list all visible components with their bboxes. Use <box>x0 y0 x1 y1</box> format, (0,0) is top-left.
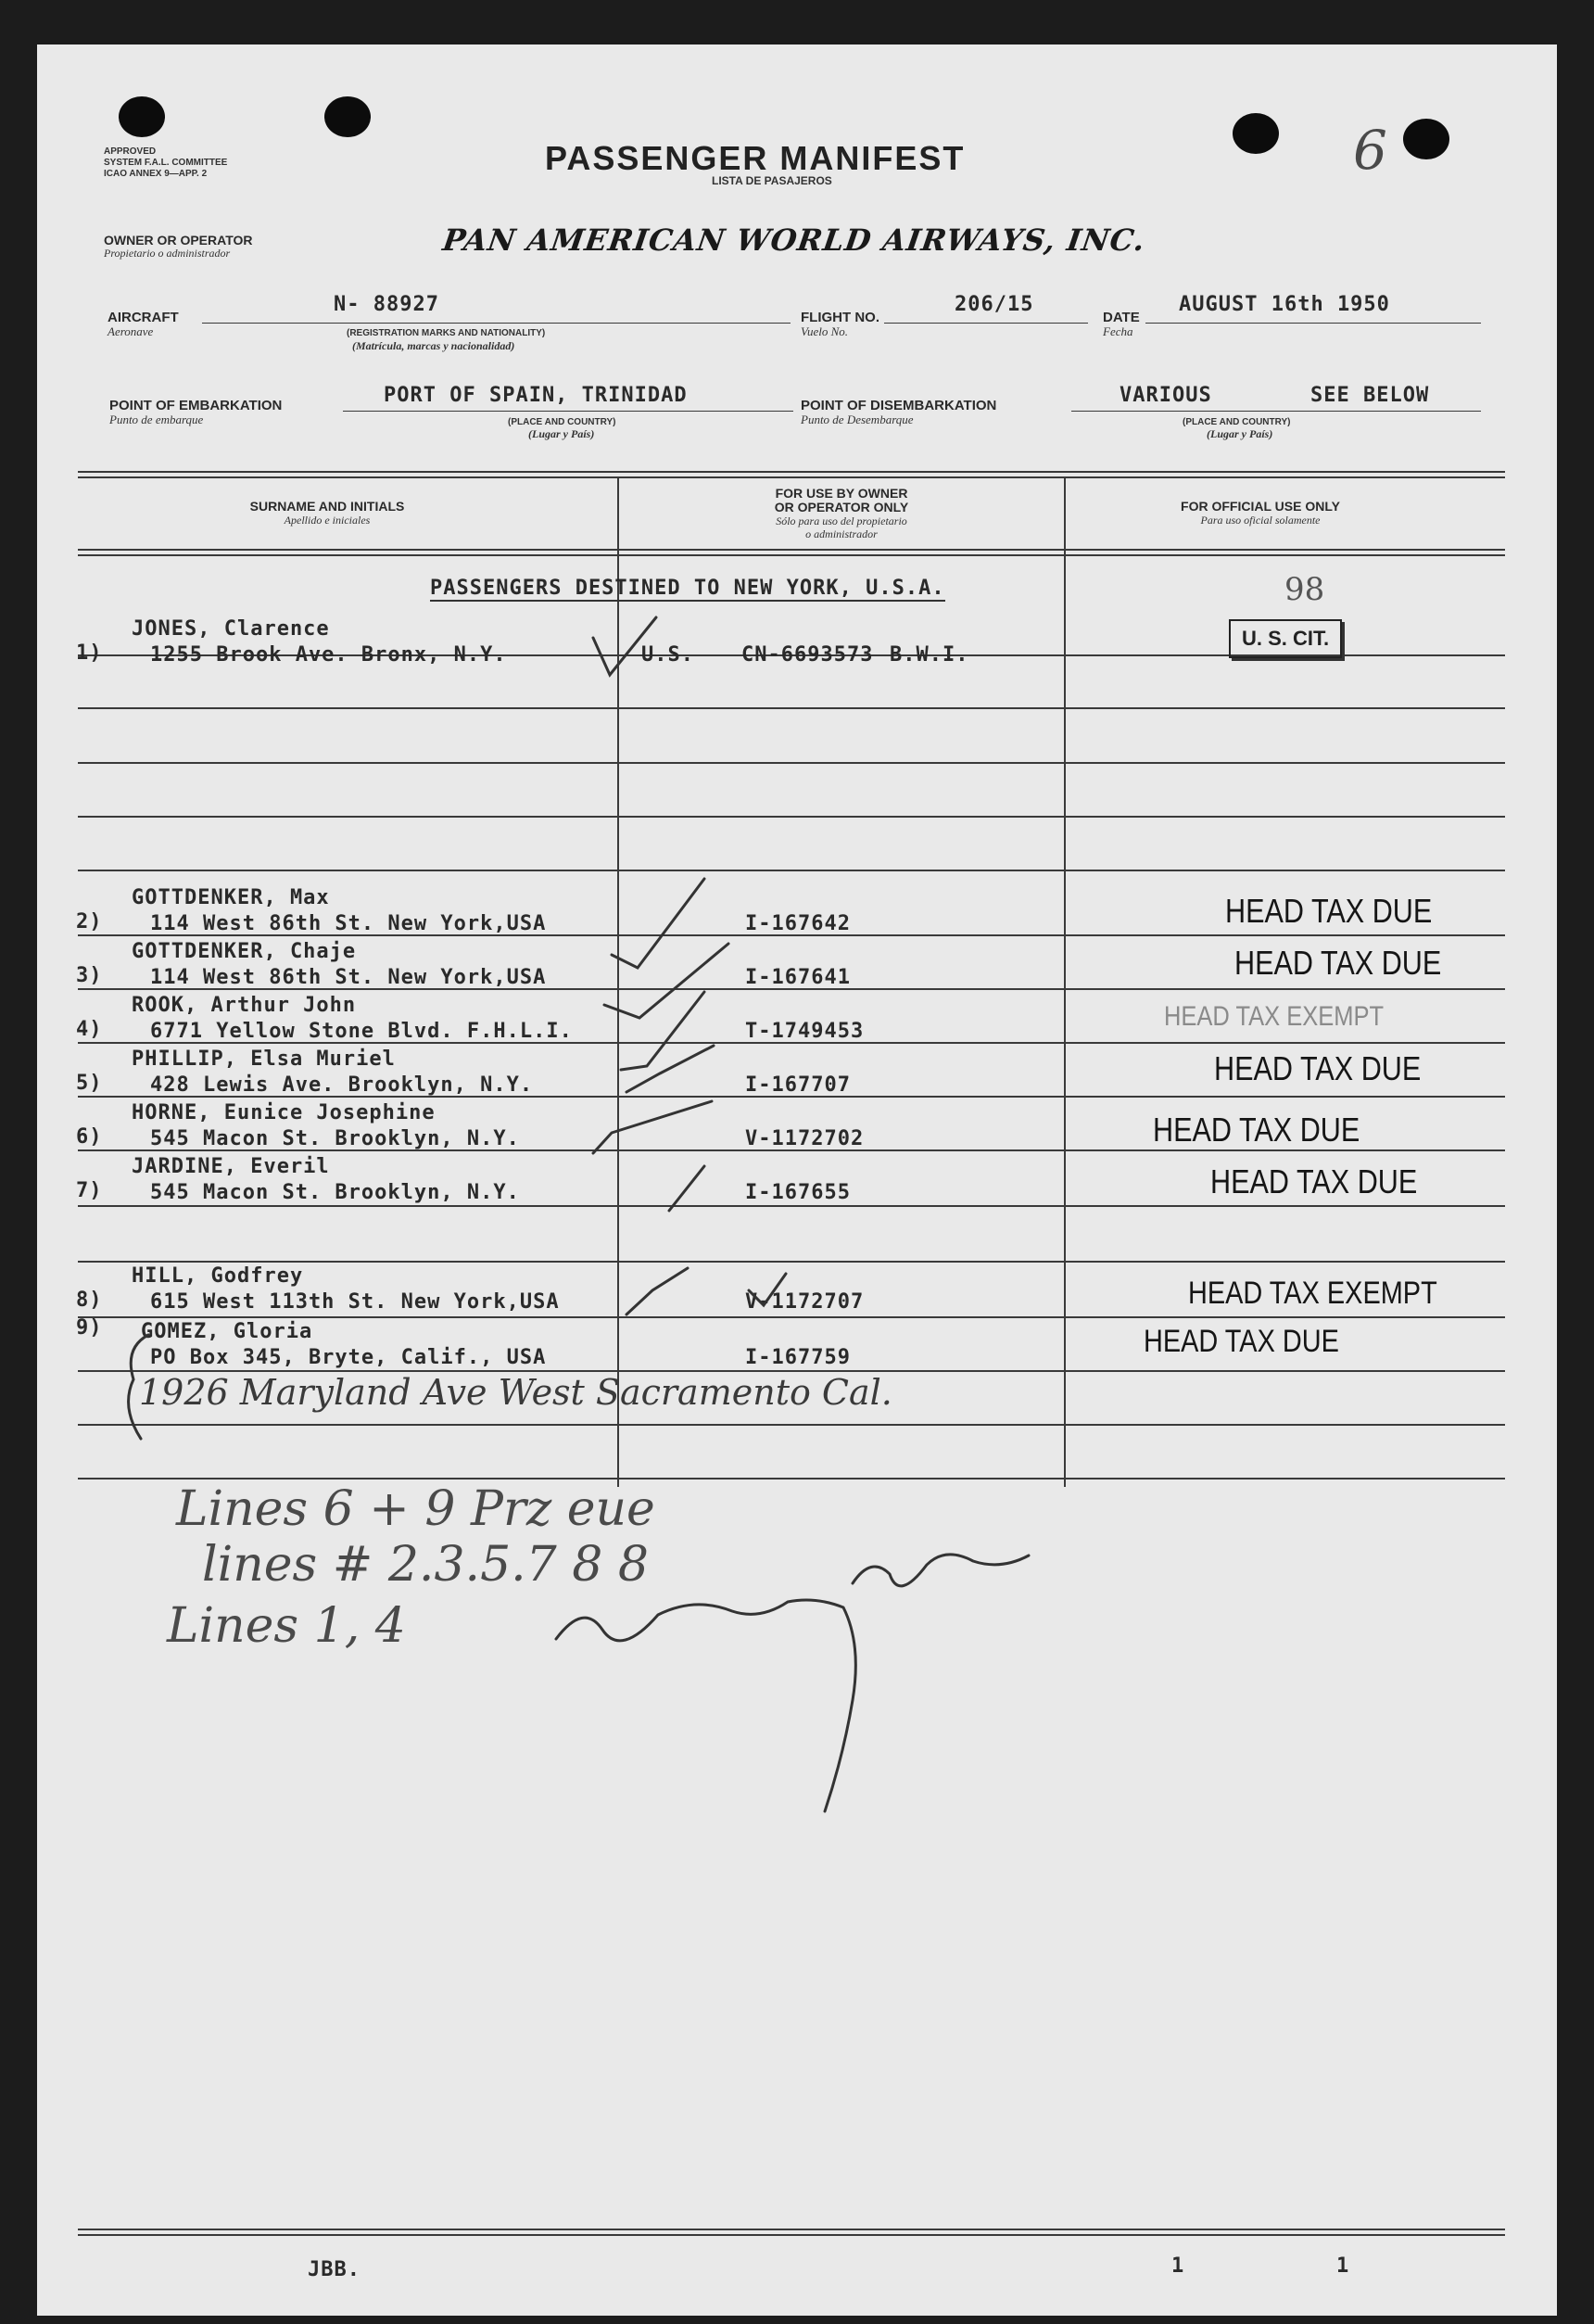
handwritten-note-2: lines # 2.3.5.7 8 8 <box>202 1537 649 1593</box>
passenger-1-doc: CN-6693573 <box>741 643 874 667</box>
passenger-5-doc: I-167707 <box>745 1073 851 1097</box>
aircraft-note-sub: (Matrícula, marcas y nacionalidad) <box>352 339 515 352</box>
handwritten-address-correction: 1926 Maryland Ave West Sacramento Cal. <box>139 1372 892 1413</box>
passenger-7-address: 545 Macon St. Brooklyn, N.Y. <box>150 1181 520 1204</box>
passenger-5-name: PHILLIP, Elsa Muriel <box>132 1048 396 1071</box>
embarkation-value: PORT OF SPAIN, TRINIDAD <box>384 384 688 407</box>
signature-1 <box>853 1555 1029 1586</box>
passenger-7-doc: I-167655 <box>745 1181 851 1204</box>
manifest-sheet <box>37 44 1557 2316</box>
aircraft-value: N- 88927 <box>334 293 439 316</box>
passenger-4-num: 4) <box>76 1018 103 1041</box>
passenger-7-name: JARDINE, Everil <box>132 1155 330 1178</box>
handwriting-overlay <box>37 44 1557 2316</box>
page-mark: 6 <box>1353 119 1387 182</box>
passenger-2-stamp: HEAD TAX DUE <box>1225 892 1433 930</box>
handwritten-note-3: Lines 1, 4 <box>167 1598 406 1654</box>
disembarkation-note-sub: (Lugar y País) <box>1207 427 1273 440</box>
col-official-sub: Para uso oficial solamente <box>1200 514 1321 527</box>
col-surname-label: SURNAME AND INITIALS <box>249 499 405 514</box>
col-owner-label-2: OR OPERATOR ONLY <box>774 500 909 514</box>
date-value: AUGUST 16th 1950 <box>1179 293 1390 316</box>
passenger-2-address: 114 West 86th St. New York,USA <box>150 912 547 935</box>
embarkation-label: POINT OF EMBARKATION <box>109 398 283 413</box>
owner-label: OWNER OR OPERATOR <box>104 233 253 248</box>
disembarkation-value-2: SEE BELOW <box>1310 384 1430 407</box>
passenger-8-stamp: HEAD TAX EXEMPT <box>1188 1276 1437 1311</box>
passenger-4-name: ROOK, Arthur John <box>132 994 357 1017</box>
passenger-9-stamp: HEAD TAX DUE <box>1144 1324 1339 1359</box>
check-mark-8 <box>626 1268 688 1314</box>
owner-sub: Propietario o administrador <box>104 247 231 260</box>
check-mark-6 <box>593 1101 712 1153</box>
embarkation-note-sub: (Lugar y País) <box>528 427 595 440</box>
passenger-3-num: 3) <box>76 964 103 987</box>
passenger-8-doc: V-1172707 <box>745 1290 865 1314</box>
disembarkation-label: POINT OF DISEMBARKATION <box>801 398 997 413</box>
passenger-8-address: 615 West 113th St. New York,USA <box>150 1290 560 1314</box>
passenger-3-doc: I-167641 <box>745 966 851 989</box>
check-mark-7 <box>669 1166 704 1211</box>
embarkation-sub: Punto de embarque <box>109 413 204 426</box>
aircraft-note: (REGISTRATION MARKS AND NATIONALITY) <box>347 328 546 338</box>
flight-value: 206/15 <box>955 293 1034 316</box>
passenger-2-name: GOTTDENKER, Max <box>132 886 330 909</box>
margin-bracket <box>129 1335 148 1439</box>
passenger-6-name: HORNE, Eunice Josephine <box>132 1101 436 1124</box>
passenger-7-stamp: HEAD TAX DUE <box>1210 1162 1418 1200</box>
passenger-2-num: 2) <box>76 910 103 933</box>
disembarkation-note: (PLACE AND COUNTRY) <box>1183 417 1291 427</box>
approval-line-1: APPROVED <box>104 146 157 157</box>
passenger-1-name: JONES, Clarence <box>132 617 330 641</box>
aircraft-sub: Aeronave <box>108 324 154 338</box>
passenger-9-address: PO Box 345, Bryte, Calif., USA <box>150 1346 547 1369</box>
disembarkation-sub: Punto de Desembarque <box>801 413 914 426</box>
col-owner-sub-1: Sólo para uso del propietario <box>776 514 907 527</box>
official-count: 98 <box>1284 571 1325 608</box>
passenger-5-address: 428 Lewis Ave. Brooklyn, N.Y. <box>150 1073 534 1097</box>
col-owner-label-1: FOR USE BY OWNER <box>775 486 908 501</box>
passenger-1-num: 1) <box>76 641 103 665</box>
check-mark-1 <box>593 617 656 675</box>
col-surname-sub: Apellido e iniciales <box>284 514 371 527</box>
passenger-2-doc: I-167642 <box>745 912 851 935</box>
col-official-label: FOR OFFICIAL USE ONLY <box>1181 499 1340 514</box>
check-mark-9 <box>749 1274 786 1305</box>
date-label: DATE <box>1103 310 1140 325</box>
aircraft-label: AIRCRAFT <box>108 310 179 325</box>
passenger-6-doc: V-1172702 <box>745 1127 865 1150</box>
footer-page-1: 1 <box>1171 2254 1185 2278</box>
passenger-1-stamp: U. S. CIT. <box>1229 619 1342 658</box>
footer-initials: JBB. <box>308 2258 361 2281</box>
passenger-5-num: 5) <box>76 1072 103 1095</box>
flight-label: FLIGHT NO. <box>801 310 879 325</box>
date-sub: Fecha <box>1103 324 1133 338</box>
handwritten-note-1: Lines 6 + 9 Prz eue <box>176 1481 655 1537</box>
footer-page-2: 1 <box>1336 2254 1350 2278</box>
check-mark-2 <box>612 879 704 968</box>
passenger-6-num: 6) <box>76 1125 103 1149</box>
passenger-3-name: GOTTDENKER, Chaje <box>132 940 357 963</box>
operator-name: PAN AMERICAN WORLD AIRWAYS, INC. <box>440 222 1148 258</box>
passenger-3-stamp: HEAD TAX DUE <box>1234 944 1442 982</box>
section-heading: PASSENGERS DESTINED TO NEW YORK, U.S.A. <box>430 577 945 600</box>
approval-line-3: ICAO ANNEX 9—APP. 2 <box>104 169 208 179</box>
col-owner-sub-2: o administrador <box>805 527 878 540</box>
check-mark-3 <box>604 944 728 1018</box>
passenger-4-doc: T-1749453 <box>745 1020 865 1043</box>
passenger-9-name: GOMEZ, Gloria <box>141 1320 313 1343</box>
embarkation-note: (PLACE AND COUNTRY) <box>508 417 616 427</box>
signature-2 <box>556 1600 855 1811</box>
passenger-3-address: 114 West 86th St. New York,USA <box>150 966 547 989</box>
flight-sub: Vuelo No. <box>801 324 849 338</box>
disembarkation-value: VARIOUS <box>1120 384 1212 407</box>
manifest-title: PASSENGER MANIFEST <box>545 139 966 177</box>
passenger-6-stamp: HEAD TAX DUE <box>1153 1111 1360 1149</box>
approval-line-2: SYSTEM F.A.L. COMMITTEE <box>104 158 228 168</box>
passenger-4-stamp: HEAD TAX EXEMPT <box>1164 1001 1385 1032</box>
passenger-5-stamp: HEAD TAX DUE <box>1214 1049 1422 1087</box>
passenger-9-num: 9) <box>76 1316 103 1340</box>
passenger-6-address: 545 Macon St. Brooklyn, N.Y. <box>150 1127 520 1150</box>
manifest-title-sub: LISTA DE PASAJEROS <box>712 174 832 187</box>
passenger-1-address: 1255 Brook Ave. Bronx, N.Y. <box>150 643 507 667</box>
passenger-8-name: HILL, Godfrey <box>132 1264 304 1288</box>
passenger-4-address: 6771 Yellow Stone Blvd. F.H.L.I. <box>150 1020 573 1043</box>
check-mark-5 <box>626 1046 714 1092</box>
passenger-9-doc: I-167759 <box>745 1346 851 1369</box>
passenger-8-num: 8) <box>76 1289 103 1312</box>
passenger-7-num: 7) <box>76 1179 103 1202</box>
passenger-1-extra: B.W.I. <box>890 643 969 667</box>
passenger-1-nationality: U.S. <box>641 643 694 667</box>
